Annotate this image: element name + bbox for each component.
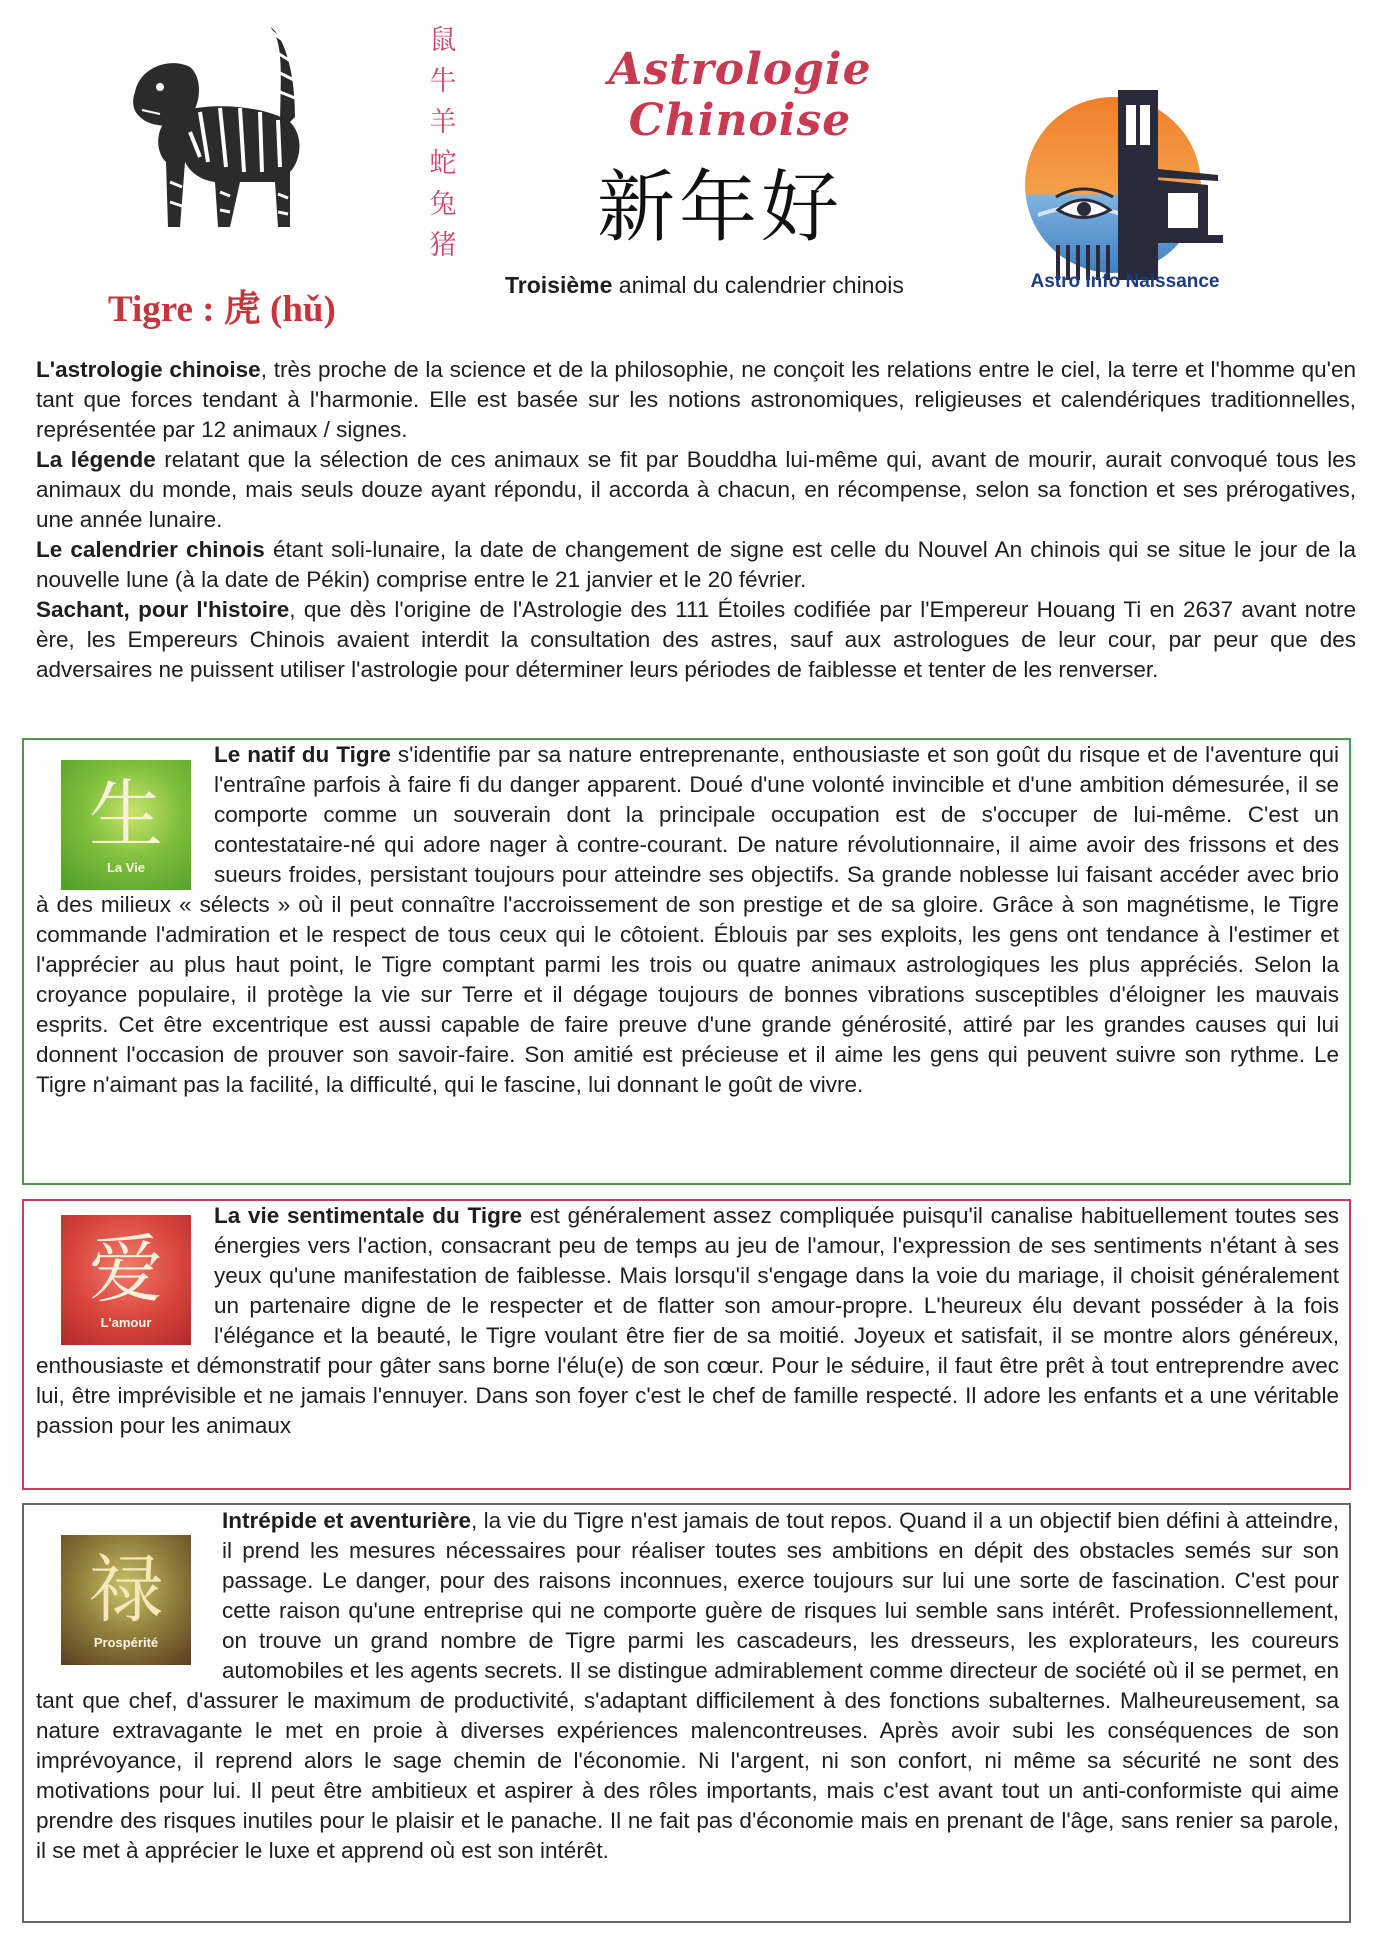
prosperity-text [36, 1506, 1339, 1866]
prosperity-body: , la vie du Tigre n'est jamais de tout repos. Quand il a un objectif bien défini à atteindre, il prend les mesures nécessaires pour réaliser toutes ses ambitions en dépit des obstacles semés sur son passage. Le danger, pour des raisons inconnues, exerce toujours sur lui une sorte de fascination. C'est pour cette raison qu'une entreprise qui ne comporte guère de risques lui semble sans intérêt. Professionnellement, on trouve un grand nombre de Tigre parmi les cascadeurs, les dresseurs, les explorateurs, les coureurs automobiles et les agents secrets. Il se distingue admirablement comme directeur de société où il se permet, en tant que chef, d'assurer le maximum de productivité, s'adaptant difficilement à des fonctions subalternes. Malheureusement, sa nature extravagante le met en proie à diverses expériences malencontreuses. Après avoir subi les conséquences de son imprévoyance, il reprend alors le sage chemin de l'économie. Ni l'argent, ni son confort, ni même sa sécurité ne sont des motivations pour lui. Il peut être ambitieux et aspirer à des rôles importants, mais c'est avant tout un anti-conformiste qui aime prendre des risques inutiles pour le plaisir et le panache. Il ne fait pas d'économie mais en prenant de l'âge, sans renier sa parole, il se met à apprécier le luxe et apprend où est son intérêt. [36, 1508, 1339, 1863]
love-glyph: 爱 [89, 1226, 163, 1313]
logo-caption: Astro Info Naissance [1030, 271, 1220, 292]
life-caption: La Vie [106, 859, 146, 875]
love-section [22, 1199, 1351, 1490]
native-lead: Le natif du Tigre [214, 742, 391, 767]
prosperity-lead: Intrépide et aventurière [222, 1508, 472, 1533]
prosperity-caption: Prospérité [93, 1634, 159, 1650]
prosperity-section [22, 1503, 1351, 1923]
native-body: s'identifie par sa nature entreprenante, enthousiaste et son goût du risque et de l'aventure qui l'entraîne parfois à faire fi du danger apparent. Doué d'une volonté invincible et d'une ambition démesurée, il se comporte comme un souverain dont la principale occupation est de s'occuper de lui-même. C'est un contestataire-né qui adore nager à contre-courant. De nature révolutionnaire, il aime avoir des frissons et des sueurs froides, persistant toujours pour atteindre ses objectifs. Sa grande noblesse lui faisant accéder avec brio à des milieux « sélects » où il peut connaître l'accroissement de son prestige et de sa gloire. Grâce à son magnétisme, le Tigre commande l'admiration et le respect de tous ceux qui le côtoient. Éblouis par ses exploits, les gens ont tendance à l'estimer et l'apprécier au plus haut point, le Tigre comptant parmi les trois ou quatre animaux astrologiques les plus appréciés. Selon la croyance populaire, il protège la vie sur Terre et il dégage toujours de bonnes vibrations susceptibles d'éloigner les mauvais esprits. Cet être excentrique est aussi capable de faire preuve d'une grande générosité, attiré par les grandes causes qui lui donnent l'occasion de prouver son savoir-faire. Son amitié est précieuse et il aime les gens qui peuvent suivre son rythme. Le Tigre n'aimant pas la facilité, la difficulté, qui le fascine, lui donnant le goût de vivre. [36, 742, 1339, 1097]
intro-body: , que dès l'origine de l'Astrologie des 111 Étoiles codifiée par l'Empereur Houang Ti en 2637 avant notre ère, les Empereurs Chinois avaient interdit la consultation des astres, sauf aux astrologues de leur cour, par peur que des adversaires ne puissent utiliser l'astrologie pour déterminer leurs périodes de faiblesse et tenter de les renverser. [36, 597, 1356, 682]
page-title: Astrologie Chinoise [608, 44, 872, 146]
subtitle [505, 272, 904, 299]
intro-lead: La légende [36, 447, 156, 472]
life-glyph: 生 [89, 771, 163, 858]
pagoda-sunset-logo-icon [1018, 85, 1228, 285]
intro-paragraph [36, 355, 1356, 445]
intro-body: , très proche de la science et de la philosophie, ne conçoit les relations entre le ciel, la terre et l'homme qu'en tant que forces tendant à l'harmonie. Elle est basée sur les notions astronomiques, religieuses et calendériques traditionnelles, représentée par 12 animaux / signes. [36, 357, 1356, 442]
subtitle-rest: animal du calendrier chinois [612, 272, 904, 298]
intro-lead: Sachant, pour l'histoire [36, 597, 290, 622]
intro-paragraph [36, 535, 1356, 595]
love-text [36, 1201, 1339, 1441]
glyph-snake: 蛇 [429, 148, 457, 179]
glyph-ox: 牛 [429, 66, 457, 97]
intro-text [36, 355, 1356, 685]
glyph-rabbit: 兔 [429, 189, 457, 220]
love-lead: La vie sentimentale du Tigre [214, 1203, 523, 1228]
intro-body: étant soli-lunaire, la date de changement de signe est celle du Nouvel An chinois qui se situe le jour de la nouvelle lune (à la date de Pékin) comprise entre le 21 janvier et le 20 février. [36, 537, 1356, 592]
love-body: est généralement assez compliquée puisqu'il canalise habituellement toutes ses énergies vers l'action, consacrant peu de temps au jeu de l'amour, l'expression de ses sentiments n'étant à ses yeux qu'une manifestation de faiblesse. Mais lorsqu'il s'engage dans la voie du mariage, il choisit généralement un partenaire digne de le respecter et de flatter son amour-propre. L'heureux élu devant posséder à la fois l'élégance et la beauté, le Tigre voulant être fier de sa moitié. Joyeux et satisfait, il se montre alors généreux, enthousiaste et démonstratif pour gâter sans borne l'élu(e) de son cœur. Pour le séduire, il faut être prêt à tout entreprendre avec lui, être imprévisible et ne jamais l'ennuyer. Dans son foyer c'est le chef de famille respecté. Il adore les enfants et a une véritable passion pour les animaux [36, 1203, 1339, 1438]
intro-paragraph [36, 595, 1356, 685]
new-year-greeting: 新年好 [596, 163, 843, 253]
intro-lead: Le calendrier chinois [36, 537, 265, 562]
native-section [22, 738, 1351, 1185]
love-caption: L'amour [100, 1314, 152, 1330]
glyph-pig: 猪 [429, 230, 457, 261]
intro-body: relatant que la sélection de ces animaux se fit par Bouddha lui-même qui, avant de mourir, aurait convoqué tous les animaux du monde, mais seuls douze ayant répondu, il accorda à chacun, en récompense, selon sa fonction et ses prérogatives, une année lunaire. [36, 447, 1356, 532]
animal-name: Tigre : 虎 (hǔ) [108, 289, 336, 330]
prosperity-glyph: 禄 [89, 1546, 163, 1633]
glyph-rat: 鼠 [429, 25, 457, 56]
subtitle-bold: Troisième [505, 272, 613, 298]
tiger-illustration-icon [130, 22, 330, 247]
glyph-goat: 羊 [429, 107, 457, 138]
vertical-zodiac-glyphs [418, 20, 468, 266]
intro-paragraph [36, 445, 1356, 535]
intro-lead: L'astrologie chinoise [36, 357, 261, 382]
native-text [36, 740, 1339, 1100]
